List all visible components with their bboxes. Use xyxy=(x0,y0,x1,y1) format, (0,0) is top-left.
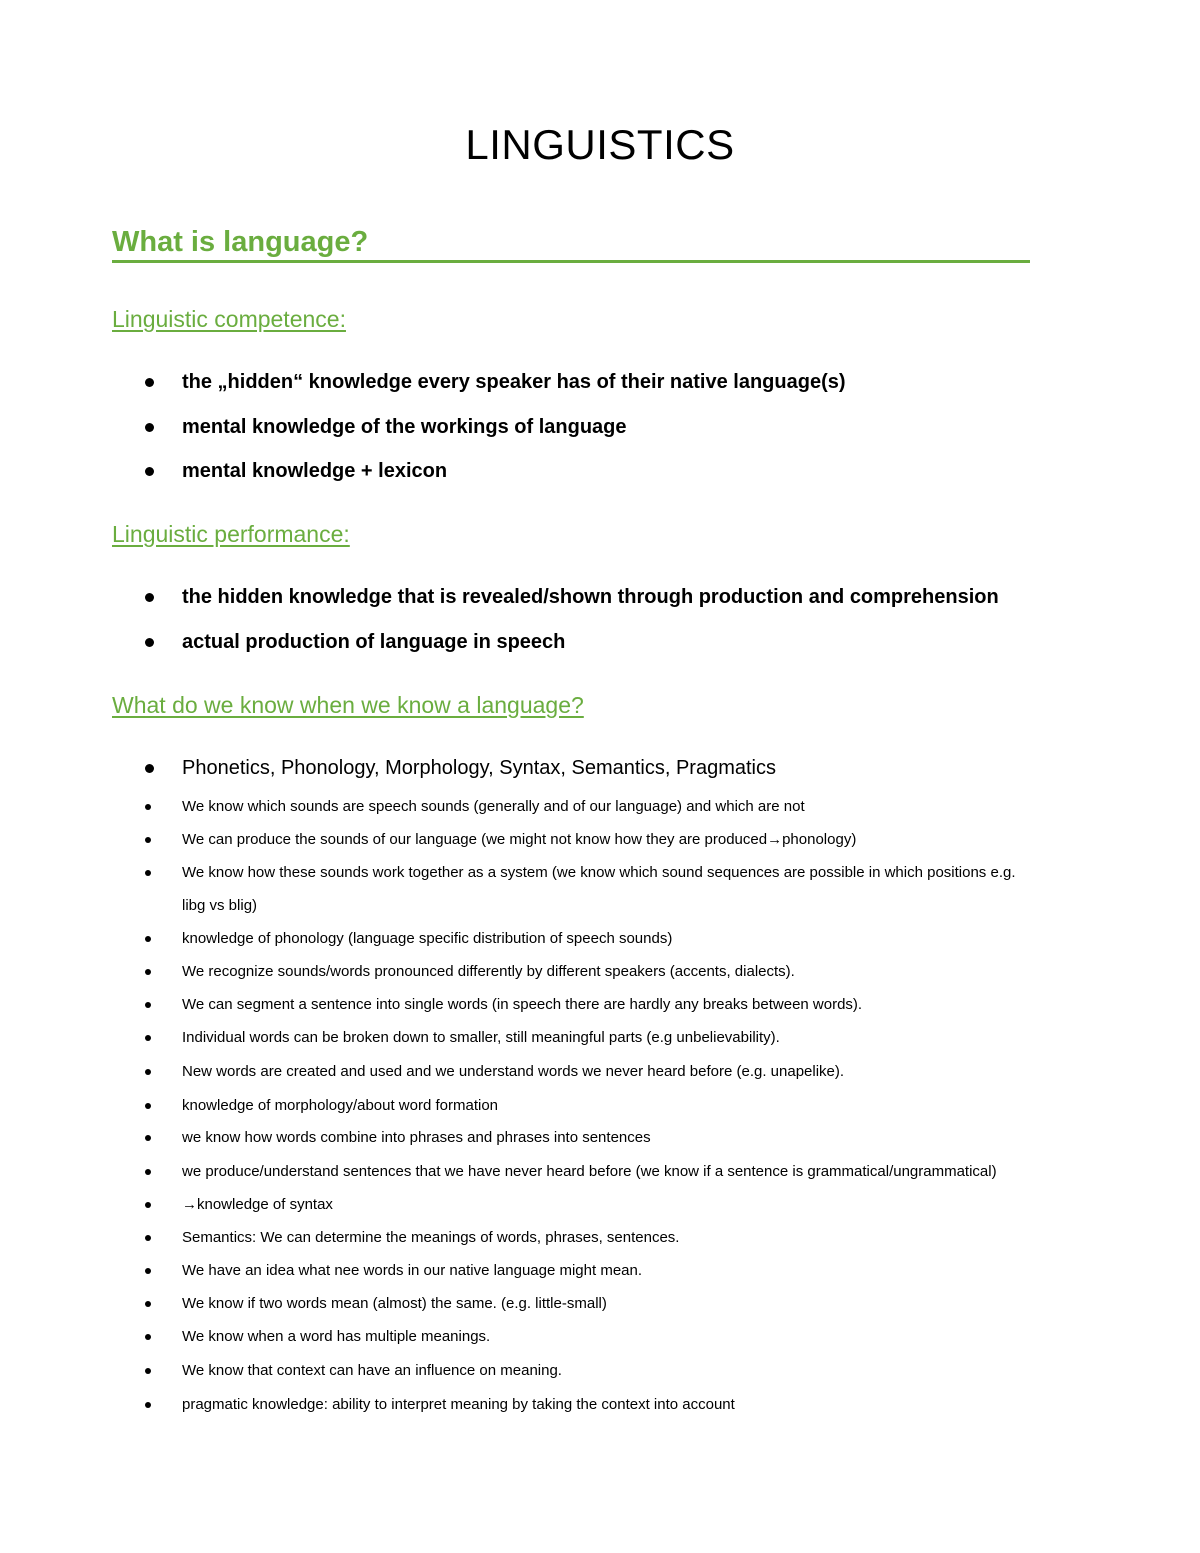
list-item-text: We have an idea what nee words in our native language might mean. xyxy=(182,1262,643,1279)
list-item-text: We know when a word has multiple meanings. xyxy=(182,1328,491,1345)
section-heading-what-is-language: What is language? xyxy=(112,222,1030,263)
list-item-text: libg vs blig) xyxy=(182,897,258,914)
bullet-icon xyxy=(145,969,151,975)
bullet-icon xyxy=(145,423,154,432)
list-item-text: we know how words combine into phrases and phrases into sentences xyxy=(182,1129,651,1146)
list-item-text: We can segment a sentence into single words (in speech there are hardly any breaks between words). xyxy=(182,996,863,1013)
list-item-text: We know that context can have an influence on meaning. xyxy=(182,1362,562,1379)
bullet-icon xyxy=(145,1368,151,1374)
list-item-text: We recognize sounds/words pronounced differently by different speakers (accents, dialects). xyxy=(182,963,795,980)
document-page: LINGUISTICS What is language? Linguistic competence: the „hidden“ knowledge every speaker has of their native language(s) mental knowledge of the workings of language mental knowledge + lexicon Linguistic performance: the hidden knowledge that is revealed/shown through production and comprehension actual production of language in speech What do we know when we know a language? Phonetics, Phonology, Morphology, Syntax, Semantics, Pragmatics We know which sounds are speech sounds (generally and of our language) and which are not We can produce the sounds of our language (we might not know how they are produced→phonology) We know how these sounds work together as a system (we know which sound sequences are possible in which positions e.g. libg vs blig) knowledge of phonology (language specific distribution of speech sounds) We recognize sounds/words pronounced differently by different speakers (accents, dialects). We can segment a sentence into single words (in speech there are hardly any breaks between words). Individual words can be broken down to smaller, still meaningful parts (e.g unbelievability). New words are created and used and we understand words we never heard before (e.g. unapelike). knowledge of morphology/about word formation we know how words combine into phrases and phrases into sentences we produce/understand sentences that we have never heard before (we know if a sentence is grammatical/ungrammatical) →knowledge of syntax Semantics: We can determine the meanings of words, phrases, sentences. We have an idea what nee words in our native language might mean. We know if two words mean (almost) the same. (e.g. little-small) We know when a word has multiple meanings. We know that context can have an influence on meaning. pragmatic knowledge: ability to interpret meaning by taking the context into account xyxy=(0,0,1200,1553)
list-item-text: We know if two words mean (almost) the same. (e.g. little-small) xyxy=(182,1295,607,1312)
bullet-icon xyxy=(145,467,154,476)
bullet-icon xyxy=(145,1202,151,1208)
list-item-text: We know which sounds are speech sounds (generally and of our language) and which are not xyxy=(182,798,805,815)
bullet-icon xyxy=(145,870,151,876)
bullet-icon xyxy=(145,936,151,942)
bullet-icon xyxy=(145,1035,151,1041)
list-item-text: we produce/understand sentences that we have never heard before (we know if a sentence is grammatical/ungrammatical) xyxy=(182,1163,997,1180)
subheading-linguistic-performance: Linguistic performance: xyxy=(112,521,350,547)
bullet-icon xyxy=(145,1169,151,1175)
bullet-icon xyxy=(145,1069,151,1075)
list-item-text: We know how these sounds work together as a system (we know which sound sequences are possible in which positions e.g. xyxy=(182,864,1016,881)
bullet-icon xyxy=(145,378,154,387)
page-title: LINGUISTICS xyxy=(465,121,735,168)
list-item-text: Individual words can be broken down to smaller, still meaningful parts (e.g unbelievability). xyxy=(182,1029,780,1046)
bullet-icon xyxy=(145,638,154,647)
bullet-icon xyxy=(145,1002,151,1008)
list-item-text: →knowledge of syntax xyxy=(182,1196,333,1213)
bullet-icon xyxy=(145,1235,151,1241)
bullet-icon xyxy=(145,593,154,602)
list-item-text: Semantics: We can determine the meanings of words, phrases, sentences. xyxy=(182,1229,680,1246)
bullet-icon xyxy=(145,1402,151,1408)
subheading-what-do-we-know: What do we know when we know a language? xyxy=(112,692,584,718)
bullet-icon xyxy=(145,1334,151,1340)
bullet-icon xyxy=(145,1301,151,1307)
bullet-icon xyxy=(145,804,151,810)
subheading-linguistic-competence: Linguistic competence: xyxy=(112,306,346,332)
bullet-icon xyxy=(145,764,154,773)
bullet-icon xyxy=(145,1135,151,1141)
bullet-icon xyxy=(145,837,151,843)
list-item-text: New words are created and used and we understand words we never heard before (e.g. unapelike). xyxy=(182,1063,845,1080)
list-item-text: pragmatic knowledge: ability to interpret meaning by taking the context into account xyxy=(182,1396,735,1413)
list-item-text: knowledge of phonology (language specific distribution of speech sounds) xyxy=(182,930,673,947)
bullet-icon xyxy=(145,1268,151,1274)
bullet-icon xyxy=(145,1103,151,1109)
list-item-text: knowledge of morphology/about word formation xyxy=(182,1097,499,1114)
list-item-text: We can produce the sounds of our language (we might not know how they are produced→phonology) xyxy=(182,831,857,848)
